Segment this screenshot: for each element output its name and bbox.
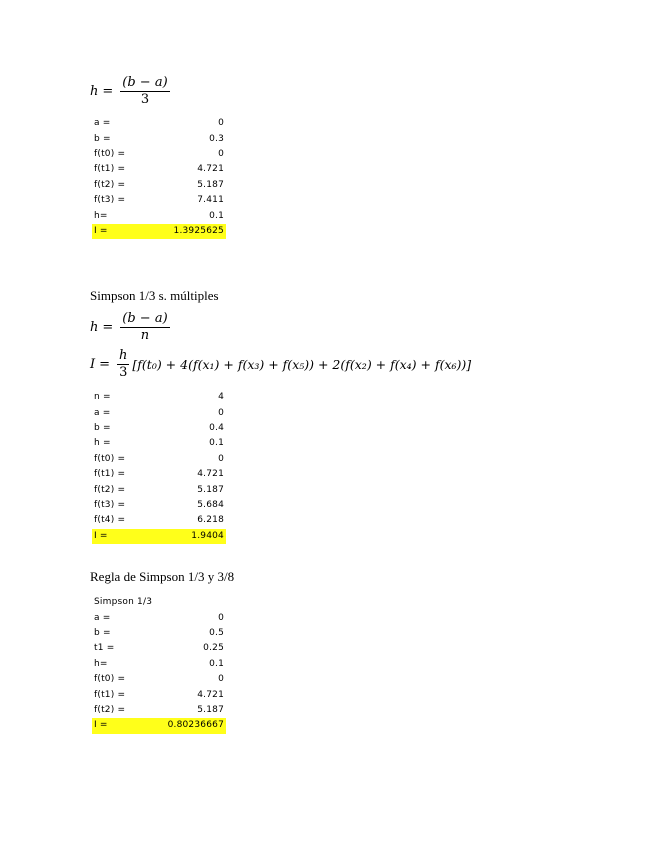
formula-lhs: h xyxy=(90,84,99,99)
table-row: Simpson 1/3 xyxy=(94,596,153,607)
table-row: a = 0 xyxy=(94,118,224,129)
result-row: I = 1.9404 xyxy=(92,529,226,544)
table-simpson-multiple xyxy=(92,390,226,544)
table-row: n = 4 xyxy=(94,392,224,403)
table-row: h= 0.1 xyxy=(94,210,224,221)
formula-h-over-3: h = $\frac{(b - a)}{3}$ xyxy=(90,75,168,107)
formula-body: [f(t₀) + 4(f(x₁) + f(x₃) + f(x₅)) + 2(f(x₂) + f(x₄) + f(x₆))] xyxy=(132,357,472,372)
formula-lhs: h xyxy=(90,320,99,335)
table-row: b = 0.3 xyxy=(94,133,224,144)
table-row: h = 0.1 xyxy=(94,438,224,449)
table-row: a = 0 xyxy=(94,407,224,418)
table-row: f(t2) = 5.187 xyxy=(94,704,224,715)
formula-simpson-integral: I = $\frac{h}{3}$ [f(t₀) + 4(f(x₁) + f(x₃) + f(x₅)) + 2(f(x₂) + f(x₄) + f(x₆))] xyxy=(90,348,472,380)
fraction xyxy=(120,312,169,343)
fraction-denominator: n xyxy=(140,328,150,343)
table-row: f(t1) = 4.721 xyxy=(94,689,224,700)
table-row: f(t2) = 5.187 xyxy=(94,179,224,190)
table-simpson-13 xyxy=(92,592,226,734)
table-row: f(t4) = 6.218 xyxy=(94,515,224,526)
formula-lhs: I xyxy=(90,357,96,372)
table-row: t1 = 0.25 xyxy=(94,643,224,654)
table-row: f(t3) = 5.684 xyxy=(94,499,224,510)
result-row: I = 0.80236667 xyxy=(92,718,226,733)
fraction-denominator: 3 xyxy=(119,365,128,380)
fraction-numerator: (b − a) xyxy=(122,311,168,326)
table-row: f(t0) = 0 xyxy=(94,674,224,685)
result-row: I = 1.3925625 xyxy=(92,224,226,239)
table-row: a = 0 xyxy=(94,612,224,623)
section-heading-simpson-13-38: Regla de Simpson 1/3 y 3/8 xyxy=(90,569,235,584)
table-row: f(t3) = 7.411 xyxy=(94,195,224,206)
fraction xyxy=(117,349,129,380)
fraction-numerator: (b − a) xyxy=(122,75,168,90)
table-simpson-38 xyxy=(92,116,226,239)
table-row: f(t0) = 0 xyxy=(94,453,224,464)
fraction-numerator: h xyxy=(119,348,128,363)
table-row: b = 0.4 xyxy=(94,422,224,433)
formula-h-over-n: h = $\frac{(b - a)}{n}$ xyxy=(90,311,168,343)
table-row: b = 0.5 xyxy=(94,627,224,638)
fraction-denominator: 3 xyxy=(140,92,150,107)
table-row: f(t1) = 4.721 xyxy=(94,164,224,175)
fraction xyxy=(120,76,169,107)
table-row: f(t1) = 4.721 xyxy=(94,469,224,480)
table-row: f(t0) = 0 xyxy=(94,148,224,159)
table-row: h= 0.1 xyxy=(94,658,224,669)
table-row: f(t2) = 5.187 xyxy=(94,484,224,495)
section-heading-simpson-multiple: Simpson 1/3 s. múltiples xyxy=(90,288,219,303)
